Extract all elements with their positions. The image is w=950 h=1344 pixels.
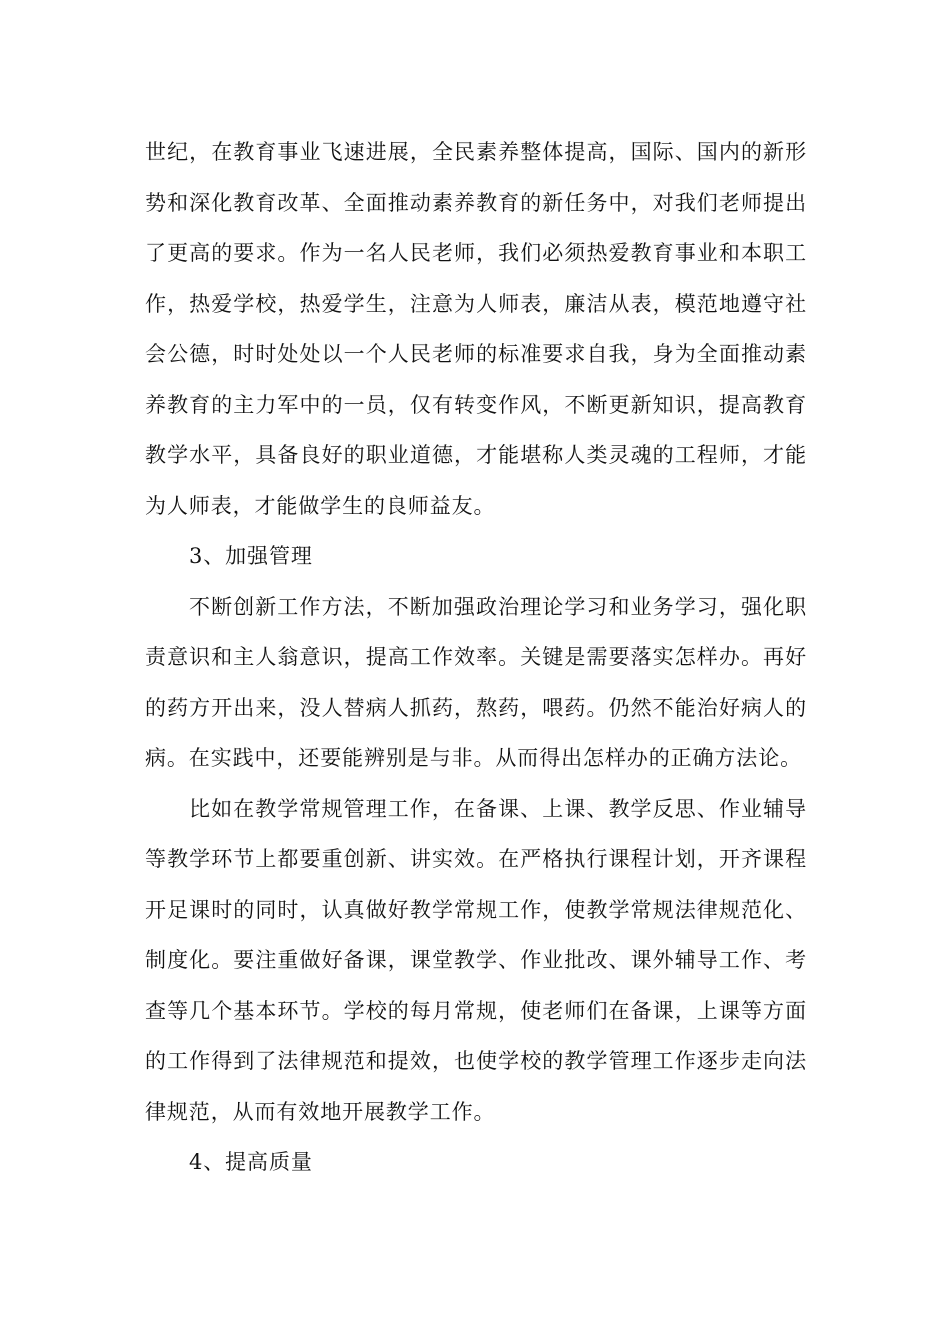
section-heading-3: 3、加强管理 bbox=[189, 544, 313, 568]
paragraph-teaching-routine: 比如在教学常规管理工作，在备课、上课、教学反思、作业辅导等教学环节上都要重创新、讲实效。在严格执行课程计划，开齐课程开足课时的同时，认真做好教学常规工作，使教学常规法律规范化、制度化。要注重做好备课，课堂教学、作业批改、课外辅导工作、考查等几个基本环节。学校的每月常规，使老师们在备课，上课等方面的工作得到了法律规范和提效，也使学校的教学管理工作逐步走向法律规范，从而有效地开展教学工作。 bbox=[145, 796, 807, 1124]
paragraph-management: 不断创新工作方法，不断加强政治理论学习和业务学习，强化职责意识和主人翁意识，提高工作效率。关键是需要落实怎样办。再好的药方开出来，没人替病人抓药，熬药，喂药。仍然不能治好病人的病。在实践中，还要能辨别是与非。从而得出怎样办的正确方法论。 bbox=[145, 594, 807, 770]
paragraph-continuation: 世纪，在教育事业飞速进展，全民素养整体提高，国际、国内的新形势和深化教育改革、全面推动素养教育的新任务中，对我们老师提出了更高的要求。作为一名人民老师，我们必须热爱教育事业和本职工作，热爱学校，热爱学生，注意为人师表，廉洁从表，模范地遵守社会公德，时时处处以一个人民老师的标准要求自我，身为全面推动素养教育的主力军中的一员，仅有转变作风，不断更新知识，提高教育教学水平，具备良好的职业道德，才能堪称人类灵魂的工程师，才能为人师表，才能做学生的良师益友。 bbox=[145, 140, 807, 518]
document-body bbox=[145, 127, 807, 1188]
section-heading-4: 4、提高质量 bbox=[189, 1150, 313, 1174]
